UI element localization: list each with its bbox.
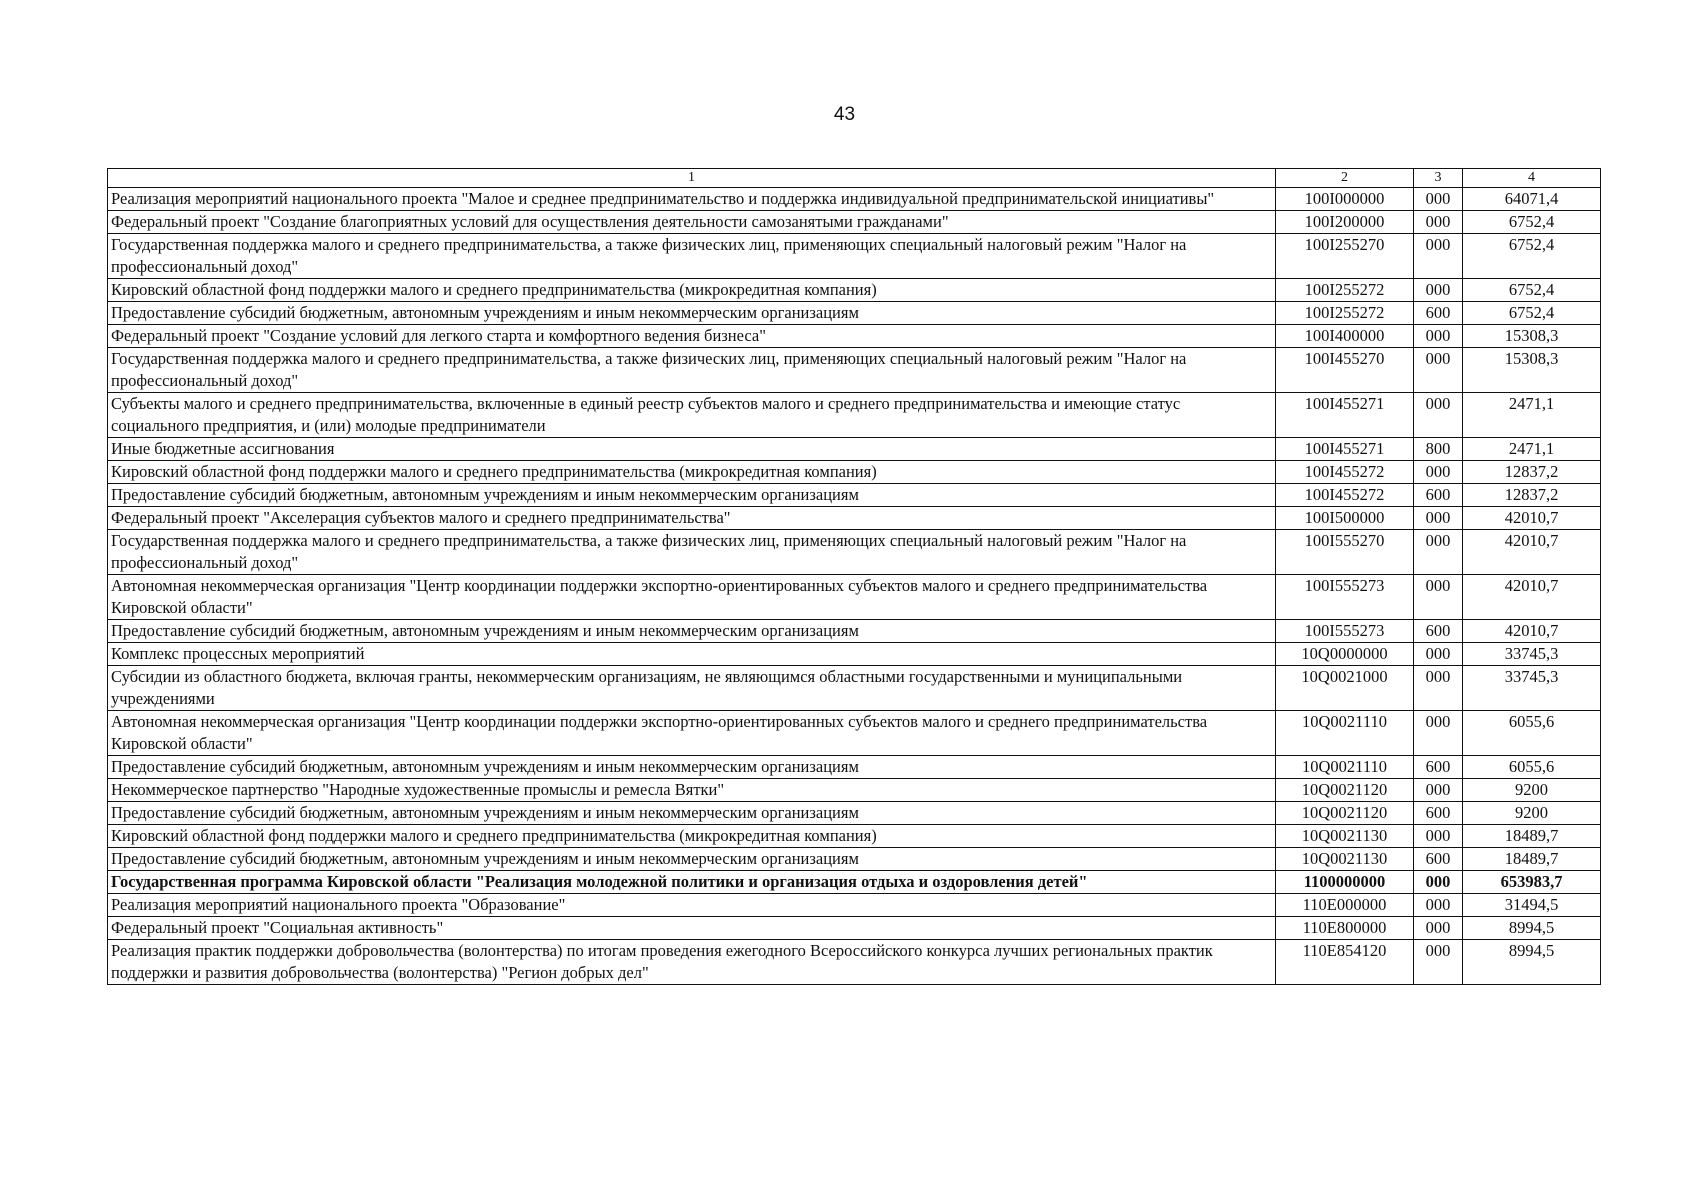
row-code-cell: 100I555270 — [1276, 530, 1414, 575]
row-name-cell: Кировский областной фонд поддержки малого и среднего предпринимательства (микрокредитная компания) — [108, 279, 1276, 302]
table-row — [108, 940, 1601, 985]
row-name-cell: Предоставление субсидий бюджетным, автономным учреждениям и иным некоммерческим организациям — [108, 302, 1276, 325]
table-row — [108, 779, 1601, 802]
row-amount-cell: 6055,6 — [1463, 756, 1601, 779]
row-code-cell: 100I455272 — [1276, 484, 1414, 507]
page-number: 43 — [833, 104, 856, 125]
row-code-cell: 10Q0021120 — [1276, 802, 1414, 825]
budget-table — [107, 168, 1601, 985]
row-name-cell: Комплекс процессных мероприятий — [108, 643, 1276, 666]
row-expense-type-cell: 000 — [1414, 779, 1463, 802]
row-amount-cell: 12837,2 — [1463, 484, 1601, 507]
row-expense-type-cell: 600 — [1414, 484, 1463, 507]
table-row — [108, 507, 1601, 530]
row-amount-cell: 15308,3 — [1463, 348, 1601, 393]
table-row — [108, 188, 1601, 211]
header-row — [108, 169, 1601, 188]
header-col-4: 4 — [1463, 169, 1601, 188]
row-code-cell: 10Q0021000 — [1276, 666, 1414, 711]
row-expense-type-cell: 600 — [1414, 848, 1463, 871]
row-expense-type-cell: 600 — [1414, 756, 1463, 779]
row-code-cell: 100I555273 — [1276, 620, 1414, 643]
row-name-cell: Предоставление субсидий бюджетным, автономным учреждениям и иным некоммерческим организациям — [108, 620, 1276, 643]
row-amount-cell: 6752,4 — [1463, 302, 1601, 325]
table-row — [108, 848, 1601, 871]
row-amount-cell: 12837,2 — [1463, 461, 1601, 484]
row-name-cell: Иные бюджетные ассигнования — [108, 438, 1276, 461]
row-expense-type-cell: 600 — [1414, 302, 1463, 325]
row-name-cell: Федеральный проект "Акселерация субъектов малого и среднего предпринимательства" — [108, 507, 1276, 530]
row-amount-cell: 6752,4 — [1463, 234, 1601, 279]
row-expense-type-cell: 000 — [1414, 643, 1463, 666]
row-expense-type-cell: 000 — [1414, 825, 1463, 848]
row-name-cell: Субъекты малого и среднего предпринимательства, включенные в единый реестр субъектов малого и среднего предпринимательства и имеющие статус социального предприятия, и (или) молодые предприниматели — [108, 393, 1276, 438]
row-expense-type-cell: 000 — [1414, 894, 1463, 917]
row-name-cell: Государственная поддержка малого и среднего предпринимательства, а также физических лиц, применяющих специальный налоговый режим "Налог на профессиональный доход" — [108, 348, 1276, 393]
row-amount-cell: 8994,5 — [1463, 940, 1601, 985]
row-name-cell: Государственная поддержка малого и среднего предпринимательства, а также физических лиц, применяющих специальный налоговый режим "Налог на профессиональный доход" — [108, 234, 1276, 279]
table-row — [108, 393, 1601, 438]
row-expense-type-cell: 000 — [1414, 940, 1463, 985]
table-row — [108, 325, 1601, 348]
row-expense-type-cell: 000 — [1414, 211, 1463, 234]
row-code-cell: 100I455271 — [1276, 438, 1414, 461]
row-code-cell: 100I255272 — [1276, 279, 1414, 302]
header-col-1: 1 — [108, 169, 1276, 188]
table-row — [108, 438, 1601, 461]
row-code-cell: 100I555273 — [1276, 575, 1414, 620]
row-amount-cell: 6752,4 — [1463, 211, 1601, 234]
row-code-cell: 10Q0021130 — [1276, 848, 1414, 871]
row-expense-type-cell: 000 — [1414, 711, 1463, 756]
row-amount-cell: 42010,7 — [1463, 507, 1601, 530]
row-amount-cell: 31494,5 — [1463, 894, 1601, 917]
row-expense-type-cell: 000 — [1414, 917, 1463, 940]
row-expense-type-cell: 000 — [1414, 507, 1463, 530]
table-row — [108, 871, 1601, 894]
header-col-2: 2 — [1276, 169, 1414, 188]
row-name-cell: Субсидии из областного бюджета, включая гранты, некоммерческим организациям, не являющимся областными государственными и муниципальными учреждениями — [108, 666, 1276, 711]
row-name-cell: Некоммерческое партнерство "Народные художественные промыслы и ремесла Вятки" — [108, 779, 1276, 802]
row-name-cell: Предоставление субсидий бюджетным, автономным учреждениям и иным некоммерческим организациям — [108, 848, 1276, 871]
table-row — [108, 666, 1601, 711]
table-row — [108, 302, 1601, 325]
row-code-cell: 110E854120 — [1276, 940, 1414, 985]
table-row — [108, 711, 1601, 756]
row-amount-cell: 64071,4 — [1463, 188, 1601, 211]
table-row — [108, 234, 1601, 279]
row-amount-cell: 8994,5 — [1463, 917, 1601, 940]
table-row — [108, 279, 1601, 302]
table-row — [108, 825, 1601, 848]
row-expense-type-cell: 000 — [1414, 279, 1463, 302]
row-expense-type-cell: 000 — [1414, 325, 1463, 348]
row-amount-cell: 42010,7 — [1463, 620, 1601, 643]
row-expense-type-cell: 000 — [1414, 348, 1463, 393]
row-name-cell: Государственная программа Кировской области "Реализация молодежной политики и организация отдыха и оздоровления детей" — [108, 871, 1276, 894]
row-expense-type-cell: 000 — [1414, 575, 1463, 620]
row-expense-type-cell: 000 — [1414, 393, 1463, 438]
row-amount-cell: 42010,7 — [1463, 530, 1601, 575]
table-row — [108, 802, 1601, 825]
table-row — [108, 348, 1601, 393]
row-code-cell: 100I255272 — [1276, 302, 1414, 325]
row-name-cell: Автономная некоммерческая организация "Центр координации поддержки экспортно-ориентированных субъектов малого и среднего предпринимательства Кировской области" — [108, 575, 1276, 620]
table-row — [108, 211, 1601, 234]
row-name-cell: Предоставление субсидий бюджетным, автономным учреждениям и иным некоммерческим организациям — [108, 484, 1276, 507]
row-amount-cell: 6752,4 — [1463, 279, 1601, 302]
row-code-cell: 100I000000 — [1276, 188, 1414, 211]
table-row — [108, 484, 1601, 507]
table-body — [108, 188, 1601, 985]
table-row — [108, 530, 1601, 575]
row-code-cell: 100I200000 — [1276, 211, 1414, 234]
row-amount-cell: 9200 — [1463, 802, 1601, 825]
row-name-cell: Государственная поддержка малого и среднего предпринимательства, а также физических лиц, применяющих специальный налоговый режим "Налог на профессиональный доход" — [108, 530, 1276, 575]
row-expense-type-cell: 000 — [1414, 530, 1463, 575]
table-row — [108, 461, 1601, 484]
row-name-cell: Реализация мероприятий национального проекта "Образование" — [108, 894, 1276, 917]
row-name-cell: Реализация практик поддержки добровольчества (волонтерства) по итогам проведения ежегодного Всероссийского конкурса лучших региональных практик поддержки и развития добровольчества (волонтерства) "Регион добрых дел" — [108, 940, 1276, 985]
row-name-cell: Реализация мероприятий национального проекта "Малое и среднее предпринимательство и поддержка индивидуальной предпринимательской инициативы" — [108, 188, 1276, 211]
row-code-cell: 100I455271 — [1276, 393, 1414, 438]
row-code-cell: 100I455270 — [1276, 348, 1414, 393]
row-amount-cell: 18489,7 — [1463, 848, 1601, 871]
row-amount-cell: 33745,3 — [1463, 666, 1601, 711]
row-code-cell: 10Q0021130 — [1276, 825, 1414, 848]
row-code-cell: 100I455272 — [1276, 461, 1414, 484]
row-expense-type-cell: 000 — [1414, 234, 1463, 279]
row-code-cell: 100I500000 — [1276, 507, 1414, 530]
row-code-cell: 1100000000 — [1276, 871, 1414, 894]
row-code-cell: 110E000000 — [1276, 894, 1414, 917]
row-amount-cell: 15308,3 — [1463, 325, 1601, 348]
row-amount-cell: 6055,6 — [1463, 711, 1601, 756]
row-expense-type-cell: 000 — [1414, 188, 1463, 211]
row-code-cell: 10Q0021120 — [1276, 779, 1414, 802]
row-amount-cell: 2471,1 — [1463, 438, 1601, 461]
row-name-cell: Федеральный проект "Создание благоприятных условий для осуществления деятельности самозанятыми гражданами" — [108, 211, 1276, 234]
row-expense-type-cell: 000 — [1414, 666, 1463, 711]
table-row — [108, 917, 1601, 940]
row-expense-type-cell: 000 — [1414, 461, 1463, 484]
row-amount-cell: 33745,3 — [1463, 643, 1601, 666]
table-row — [108, 756, 1601, 779]
row-name-cell: Кировский областной фонд поддержки малого и среднего предпринимательства (микрокредитная компания) — [108, 461, 1276, 484]
row-expense-type-cell: 600 — [1414, 802, 1463, 825]
table-row — [108, 620, 1601, 643]
row-name-cell: Кировский областной фонд поддержки малого и среднего предпринимательства (микрокредитная компания) — [108, 825, 1276, 848]
row-name-cell: Предоставление субсидий бюджетным, автономным учреждениям и иным некоммерческим организациям — [108, 756, 1276, 779]
row-amount-cell: 653983,7 — [1463, 871, 1601, 894]
row-expense-type-cell: 800 — [1414, 438, 1463, 461]
row-code-cell: 110E800000 — [1276, 917, 1414, 940]
row-name-cell: Предоставление субсидий бюджетным, автономным учреждениям и иным некоммерческим организациям — [108, 802, 1276, 825]
row-name-cell: Федеральный проект "Социальная активность" — [108, 917, 1276, 940]
row-amount-cell: 18489,7 — [1463, 825, 1601, 848]
row-expense-type-cell: 600 — [1414, 620, 1463, 643]
row-code-cell: 100I255270 — [1276, 234, 1414, 279]
row-amount-cell: 2471,1 — [1463, 393, 1601, 438]
row-amount-cell: 42010,7 — [1463, 575, 1601, 620]
table-row — [108, 894, 1601, 917]
row-code-cell: 10Q0021110 — [1276, 756, 1414, 779]
table-row — [108, 575, 1601, 620]
table-row — [108, 643, 1601, 666]
row-expense-type-cell: 000 — [1414, 871, 1463, 894]
row-code-cell: 10Q0021110 — [1276, 711, 1414, 756]
row-name-cell: Федеральный проект "Создание условий для легкого старта и комфортного ведения бизнеса" — [108, 325, 1276, 348]
row-code-cell: 10Q0000000 — [1276, 643, 1414, 666]
row-code-cell: 100I400000 — [1276, 325, 1414, 348]
row-amount-cell: 9200 — [1463, 779, 1601, 802]
row-name-cell: Автономная некоммерческая организация "Центр координации поддержки экспортно-ориентированных субъектов малого и среднего предпринимательства Кировской области" — [108, 711, 1276, 756]
header-col-3: 3 — [1414, 169, 1463, 188]
